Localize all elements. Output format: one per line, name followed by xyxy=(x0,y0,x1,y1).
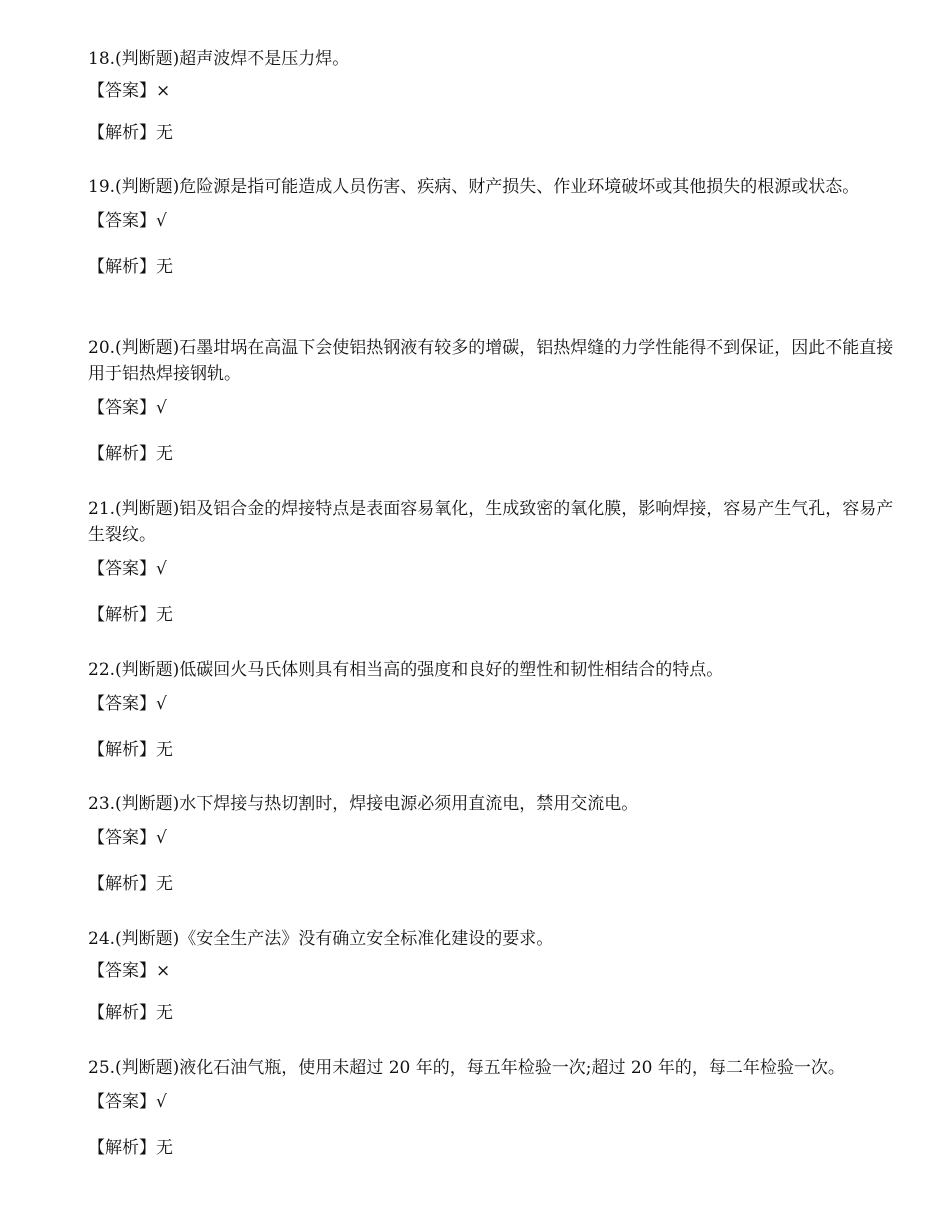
analysis-line: 【解析】无 xyxy=(88,874,173,894)
question-text: 22.(判断题)低碳回火马氏体则具有相当高的强度和良好的塑性和韧性相结合的特点。 xyxy=(88,660,724,680)
answer-line: 【答案】× xyxy=(88,81,171,101)
question-text: 18.(判断题)超声波焊不是压力焊。 xyxy=(88,49,350,69)
question-text: 23.(判断题)水下焊接与热切割时，焊接电源必须用直流电，禁用交流电。 xyxy=(88,794,639,814)
answer-line: 【答案】√ xyxy=(88,211,167,231)
question-text: 24.(判断题)《安全生产法》没有确立安全标准化建设的要求。 xyxy=(88,929,554,949)
answer-line: 【答案】× xyxy=(88,961,171,981)
question-text: 25.(判断题)液化石油气瓶，使用未超过 20 年的，每五年检验一次;超过 20 年的，每二年检验一次。 xyxy=(88,1058,845,1078)
analysis-line: 【解析】无 xyxy=(88,740,173,760)
question-item-25 xyxy=(88,1055,898,1161)
answer-line: 【答案】√ xyxy=(88,694,167,714)
answer-line: 【答案】√ xyxy=(88,559,167,579)
question-item-22 xyxy=(88,657,898,763)
answer-line: 【答案】√ xyxy=(88,398,167,418)
question-item-24 xyxy=(88,926,898,1026)
analysis-line: 【解析】无 xyxy=(88,1138,173,1158)
analysis-line: 【解析】无 xyxy=(88,444,173,464)
answer-line: 【答案】√ xyxy=(88,1092,167,1112)
question-item-19 xyxy=(88,174,898,280)
analysis-line: 【解析】无 xyxy=(88,1003,173,1023)
question-text: 19.(判断题)危险源是指可能造成人员伤害、疾病、财产损失、作业环境破坏或其他损失的根源或状态。 xyxy=(88,177,860,197)
question-text: 21.(判断题)铝及铝合金的焊接特点是表面容易氧化，生成致密的氧化膜，影响焊接，容易产生气孔，容易产生裂纹。 xyxy=(88,499,894,545)
answer-line: 【答案】√ xyxy=(88,828,167,848)
analysis-line: 【解析】无 xyxy=(88,123,173,143)
question-item-21 xyxy=(88,496,898,628)
question-text: 20.(判断题)石墨坩埚在高温下会使铝热钢液有较多的增碳，铝热焊缝的力学性能得不到保证，因此不能直接用于铝热焊接钢轨。 xyxy=(88,338,894,384)
question-item-18 xyxy=(88,46,898,146)
analysis-line: 【解析】无 xyxy=(88,257,173,277)
question-item-23 xyxy=(88,791,898,897)
analysis-line: 【解析】无 xyxy=(88,605,173,625)
question-item-20 xyxy=(88,335,898,467)
